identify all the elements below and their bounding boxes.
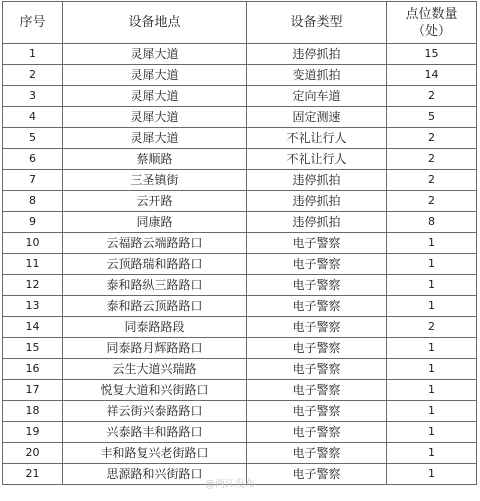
cell-device-location: 灵犀大道 — [63, 44, 247, 65]
cell-serial-number: 2 — [3, 65, 63, 86]
cell-serial-number: 13 — [3, 296, 63, 317]
cell-device-location: 云开路 — [63, 191, 247, 212]
cell-device-location: 灵犀大道 — [63, 86, 247, 107]
cell-device-type: 违停抓拍 — [247, 44, 387, 65]
cell-device-type: 电子警察 — [247, 401, 387, 422]
cell-serial-number: 20 — [3, 443, 63, 464]
cell-point-count: 1 — [387, 443, 477, 464]
cell-device-type: 不礼让行人 — [247, 149, 387, 170]
cell-device-location: 同康路 — [63, 212, 247, 233]
cell-device-location: 悦复大道和兴街路口 — [63, 380, 247, 401]
cell-device-type: 电子警察 — [247, 443, 387, 464]
cell-device-location: 云生大道兴瑞路 — [63, 359, 247, 380]
cell-point-count: 2 — [387, 149, 477, 170]
cell-device-type: 电子警察 — [247, 296, 387, 317]
cell-serial-number: 16 — [3, 359, 63, 380]
cell-serial-number: 18 — [3, 401, 63, 422]
cell-device-location: 思源路和兴街路口 — [63, 464, 247, 485]
table-row — [3, 443, 477, 464]
cell-point-count: 1 — [387, 338, 477, 359]
cell-point-count: 1 — [387, 275, 477, 296]
table-header-row — [3, 2, 477, 44]
table-row — [3, 422, 477, 443]
cell-point-count: 2 — [387, 170, 477, 191]
cell-serial-number: 12 — [3, 275, 63, 296]
table-row — [3, 65, 477, 86]
cell-device-location: 泰和路云顶路路口 — [63, 296, 247, 317]
table-row — [3, 170, 477, 191]
cell-point-count: 1 — [387, 464, 477, 485]
cell-serial-number: 3 — [3, 86, 63, 107]
device-table-container — [2, 1, 476, 485]
cell-serial-number: 9 — [3, 212, 63, 233]
cell-device-type: 电子警察 — [247, 380, 387, 401]
table-row — [3, 233, 477, 254]
cell-device-type: 电子警察 — [247, 275, 387, 296]
cell-serial-number: 4 — [3, 107, 63, 128]
device-location-table — [2, 1, 477, 485]
cell-serial-number: 21 — [3, 464, 63, 485]
cell-device-location: 云顶路瑞和路路口 — [63, 254, 247, 275]
cell-device-location: 云福路云端路路口 — [63, 233, 247, 254]
cell-device-type: 电子警察 — [247, 254, 387, 275]
header-device-location: 设备地点 — [63, 2, 247, 44]
cell-device-location: 灵犀大道 — [63, 107, 247, 128]
cell-serial-number: 14 — [3, 317, 63, 338]
cell-serial-number: 6 — [3, 149, 63, 170]
cell-device-location: 蔡顺路 — [63, 149, 247, 170]
cell-device-type: 违停抓拍 — [247, 212, 387, 233]
cell-device-location: 同泰路路段 — [63, 317, 247, 338]
cell-device-type: 变道抓拍 — [247, 65, 387, 86]
header-serial-number: 序号 — [3, 2, 63, 44]
cell-device-type: 电子警察 — [247, 464, 387, 485]
cell-device-type: 电子警察 — [247, 233, 387, 254]
cell-device-location: 兴泰路丰和路路口 — [63, 422, 247, 443]
cell-device-type: 电子警察 — [247, 338, 387, 359]
cell-point-count: 1 — [387, 422, 477, 443]
header-point-count: 点位数量 （处） — [387, 2, 477, 44]
cell-device-type: 不礼让行人 — [247, 128, 387, 149]
table-row — [3, 359, 477, 380]
cell-point-count: 5 — [387, 107, 477, 128]
table-row — [3, 149, 477, 170]
table-row — [3, 191, 477, 212]
cell-point-count: 1 — [387, 401, 477, 422]
table-row — [3, 212, 477, 233]
cell-device-type: 电子警察 — [247, 359, 387, 380]
cell-point-count: 1 — [387, 233, 477, 254]
cell-point-count: 1 — [387, 380, 477, 401]
cell-device-location: 泰和路纵三路路口 — [63, 275, 247, 296]
cell-point-count: 2 — [387, 128, 477, 149]
table-row — [3, 128, 477, 149]
header-device-type: 设备类型 — [247, 2, 387, 44]
table-row — [3, 86, 477, 107]
cell-device-type: 电子警察 — [247, 317, 387, 338]
cell-point-count: 8 — [387, 212, 477, 233]
cell-device-type: 违停抓拍 — [247, 170, 387, 191]
cell-serial-number: 17 — [3, 380, 63, 401]
cell-point-count: 2 — [387, 86, 477, 107]
cell-device-location: 丰和路复兴老街路口 — [63, 443, 247, 464]
cell-point-count: 1 — [387, 254, 477, 275]
table-row — [3, 401, 477, 422]
watermark-text: @两江发布 — [205, 479, 255, 490]
cell-serial-number: 5 — [3, 128, 63, 149]
cell-serial-number: 11 — [3, 254, 63, 275]
table-row — [3, 380, 477, 401]
table-row — [3, 275, 477, 296]
cell-serial-number: 10 — [3, 233, 63, 254]
table-row — [3, 44, 477, 65]
cell-serial-number: 7 — [3, 170, 63, 191]
cell-device-type: 固定测速 — [247, 107, 387, 128]
cell-point-count: 2 — [387, 191, 477, 212]
cell-device-location: 祥云街兴泰路路口 — [63, 401, 247, 422]
cell-device-location: 灵犀大道 — [63, 128, 247, 149]
cell-point-count: 1 — [387, 296, 477, 317]
cell-serial-number: 19 — [3, 422, 63, 443]
cell-point-count: 1 — [387, 359, 477, 380]
cell-serial-number: 1 — [3, 44, 63, 65]
table-row — [3, 317, 477, 338]
cell-device-location: 三圣镇街 — [63, 170, 247, 191]
table-row — [3, 296, 477, 317]
cell-device-location: 灵犀大道 — [63, 65, 247, 86]
table-row — [3, 107, 477, 128]
table-row — [3, 254, 477, 275]
cell-serial-number: 15 — [3, 338, 63, 359]
cell-point-count: 2 — [387, 317, 477, 338]
cell-device-location: 同泰路月辉路路口 — [63, 338, 247, 359]
table-row — [3, 338, 477, 359]
cell-device-type: 定向车道 — [247, 86, 387, 107]
cell-device-type: 违停抓拍 — [247, 191, 387, 212]
cell-device-type: 电子警察 — [247, 422, 387, 443]
cell-point-count: 14 — [387, 65, 477, 86]
cell-point-count: 15 — [387, 44, 477, 65]
cell-serial-number: 8 — [3, 191, 63, 212]
